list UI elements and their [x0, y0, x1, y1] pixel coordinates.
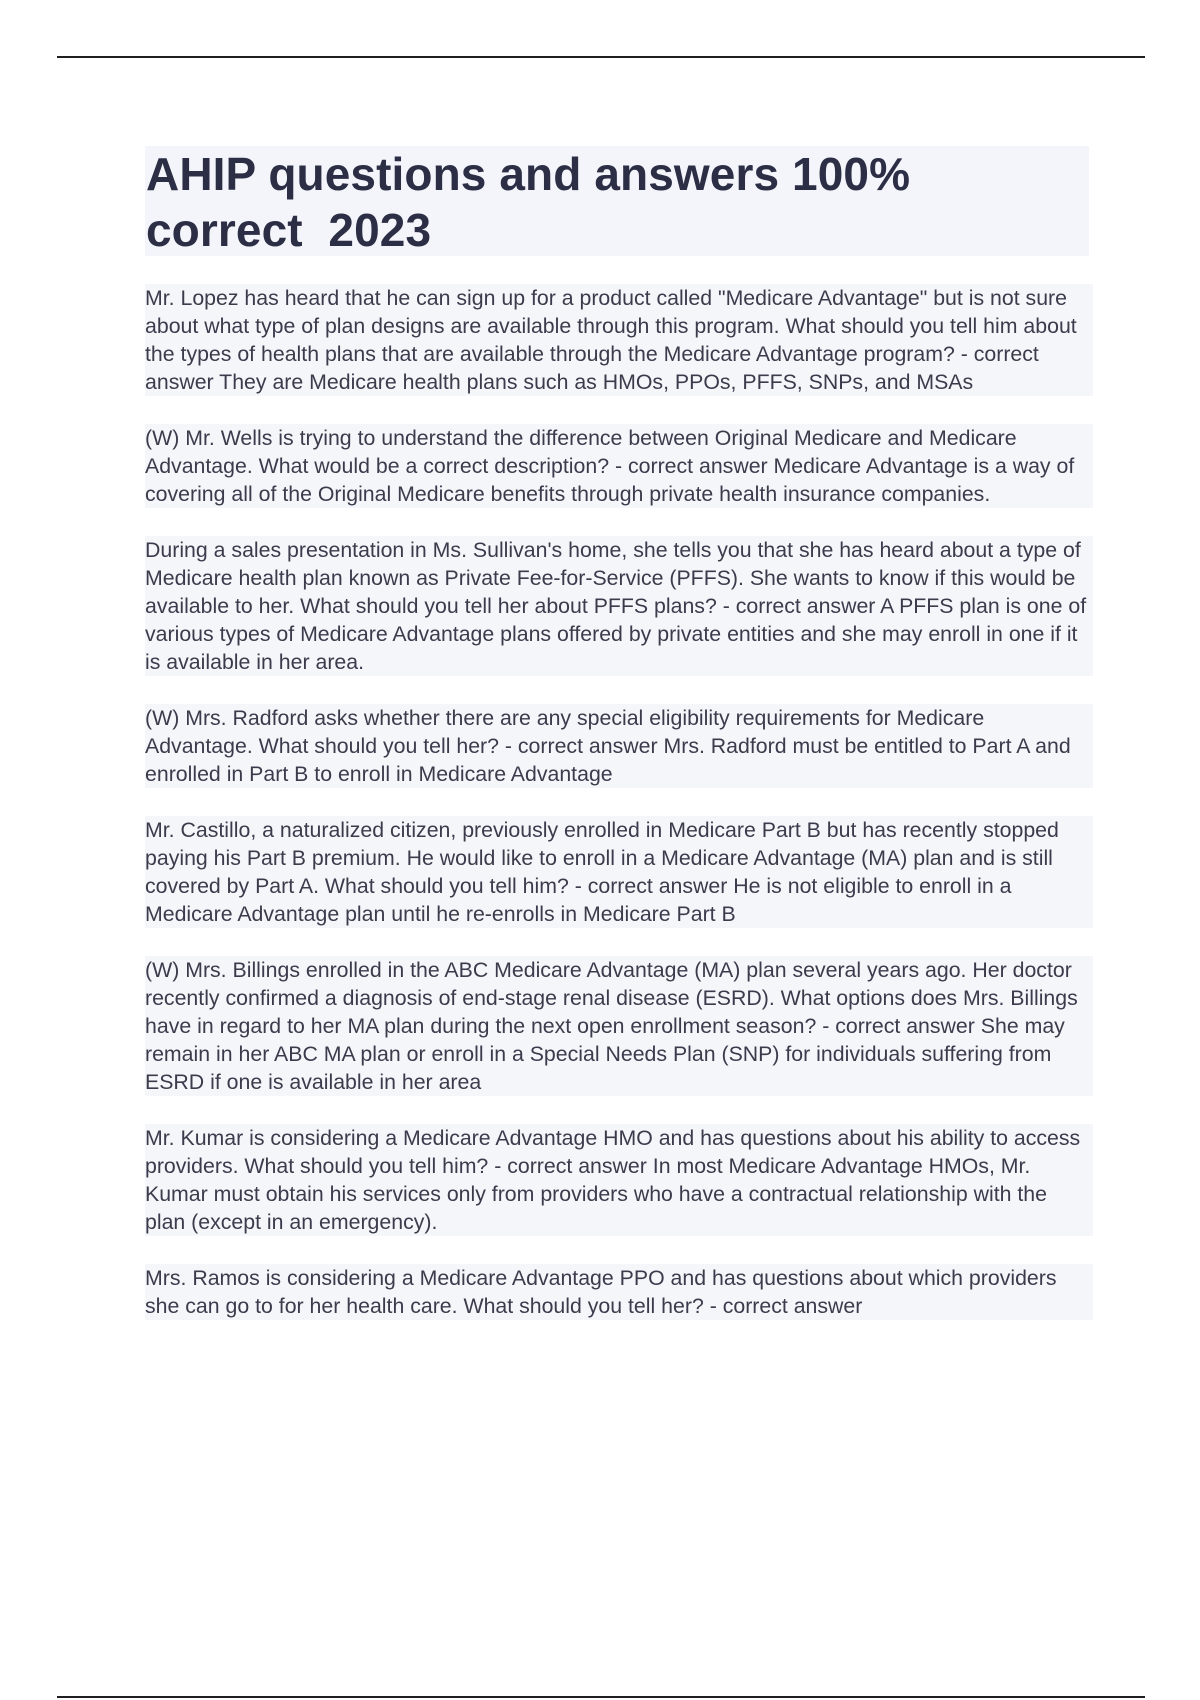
qa-entry: (W) Mr. Wells is trying to understand the difference between Original Medicare and Medicare Advantage. What would be a correct description? - correct answer Medicare Advantage is a way of covering all of the Original Medicare benefits through private health insurance companies.: [145, 424, 1093, 508]
qa-entry: Mrs. Ramos is considering a Medicare Advantage PPO and has questions about which providers she can go to for her health care. What should you tell her? - correct answer: [145, 1264, 1093, 1320]
qa-entry: Mr. Kumar is considering a Medicare Advantage HMO and has questions about his ability to access providers. What should you tell him? - correct answer In most Medicare Advantage HMOs, Mr. Kumar must obtain his services only from providers who have a contractual relationship with the plan (except in an emergency).: [145, 1124, 1093, 1236]
footer-rule: [57, 1696, 1145, 1698]
qa-entry: Mr. Castillo, a naturalized citizen, previously enrolled in Medicare Part B but has recently stopped paying his Part B premium. He would like to enroll in a Medicare Advantage (MA) plan and is still covered by Part A. What should you tell him? - correct answer He is not eligible to enroll in a Medicare Advantage plan until he re-enrolls in Medicare Part B: [145, 816, 1093, 928]
qa-entry: During a sales presentation in Ms. Sullivan's home, she tells you that she has heard about a type of Medicare health plan known as Private Fee-for-Service (PFFS). She wants to know if this would be available to her. What should you tell her about PFFS plans? - correct answer A PFFS plan is one of various types of Medicare Advantage plans offered by private entities and she may enroll in one if it is available in her area.: [145, 536, 1093, 676]
qa-entry: Mr. Lopez has heard that he can sign up for a product called "Medicare Advantage" but is not sure about what type of plan designs are available through this program. What should you tell him about the types of health plans that are available through the Medicare Advantage program? - correct answer They are Medicare health plans such as HMOs, PPOs, PFFS, SNPs, and MSAs: [145, 284, 1093, 396]
qa-entry: (W) Mrs. Radford asks whether there are any special eligibility requirements for Medicare Advantage. What should you tell her? - correct answer Mrs. Radford must be entitled to Part A and enrolled in Part B to enroll in Medicare Advantage: [145, 704, 1093, 788]
document-title: AHIP questions and answers 100% correct 2023: [146, 148, 911, 256]
header-rule: [57, 56, 1145, 58]
title-block: [145, 146, 1089, 256]
qa-list: [145, 284, 1093, 1348]
qa-entry: (W) Mrs. Billings enrolled in the ABC Medicare Advantage (MA) plan several years ago. Her doctor recently confirmed a diagnosis of end-stage renal disease (ESRD). What options does Mrs. Billings have in regard to her MA plan during the next open enrollment season? - correct answer She may remain in her ABC MA plan or enroll in a Special Needs Plan (SNP) for individuals suffering from ESRD if one is available in her area: [145, 956, 1093, 1096]
